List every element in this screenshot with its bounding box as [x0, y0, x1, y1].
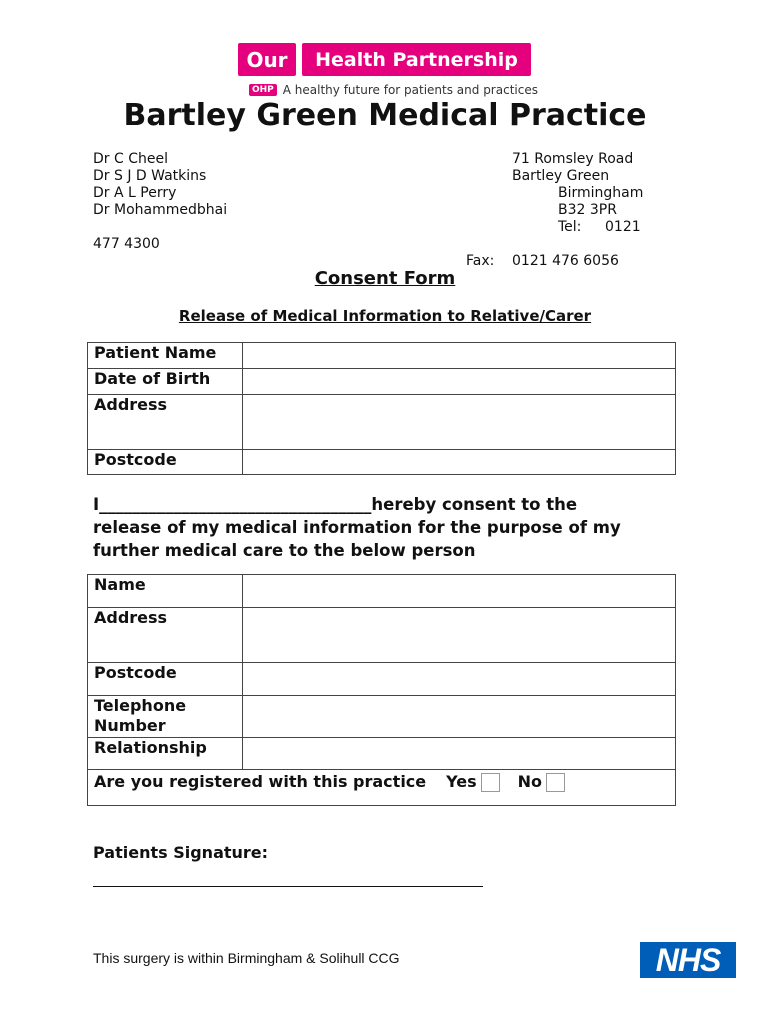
nhs-logo: NHS [640, 942, 736, 978]
release-title: Release of Medical Information to Relative/Carer [178, 307, 592, 325]
table-row [88, 395, 676, 450]
yes-checkbox[interactable] [481, 773, 500, 792]
person-postcode-label: Postcode [88, 663, 243, 696]
consent-line2: release of my medical information for the purpose of my [93, 518, 621, 537]
tel-label: Tel: [558, 219, 582, 235]
doctor-3: Dr A L Perry [93, 185, 177, 201]
consent-prefix: I [93, 495, 100, 514]
address-line1: 71 Romsley Road [512, 151, 634, 167]
patient-address-label: Address [88, 395, 243, 450]
table-row [88, 575, 676, 608]
ohp-badge: OHP [249, 84, 277, 96]
practice-title: Bartley Green Medical Practice [123, 98, 647, 133]
address-postcode: B32 3PR [558, 202, 617, 218]
registered-question-cell [88, 770, 676, 806]
consent-statement [93, 493, 693, 562]
table-row [88, 450, 676, 475]
doctor-2: Dr S J D Watkins [93, 168, 207, 184]
logo-our: Our [238, 43, 296, 76]
footer-text: This surgery is within Birmingham & Solihull CCG [93, 950, 400, 966]
table-row [88, 770, 676, 806]
person-name-field[interactable] [243, 575, 676, 608]
relationship-label: Relationship [88, 738, 243, 770]
fax-label: Fax: [466, 253, 495, 269]
table-row [88, 696, 676, 738]
no-label: No [517, 772, 543, 791]
person-postcode-field[interactable] [243, 663, 676, 696]
patient-postcode-label: Postcode [88, 450, 243, 475]
logo-tagline: A healthy future for patients and practices [282, 83, 538, 97]
registered-question: Are you registered with this practice [94, 772, 427, 791]
consent-form-title: Consent Form [314, 268, 456, 289]
person-address-label: Address [88, 608, 243, 663]
address-line3: Birmingham [558, 185, 644, 201]
patient-details-table [87, 342, 676, 475]
table-row [88, 738, 676, 770]
patient-name-label: Patient Name [88, 343, 243, 369]
table-row [88, 608, 676, 663]
table-row [88, 343, 676, 369]
signature-line[interactable] [93, 886, 483, 887]
tel-part1: 0121 [605, 219, 641, 235]
yes-label: Yes [446, 772, 477, 791]
consent-line1-rest: hereby consent to the [371, 495, 578, 514]
person-details-table [87, 574, 676, 806]
doctor-1: Dr C Cheel [93, 151, 168, 167]
table-row [88, 663, 676, 696]
signature-label: Patients Signature: [93, 843, 269, 862]
person-address-field[interactable] [243, 608, 676, 663]
logo-health-partnership: Health Partnership [302, 43, 531, 76]
logo-tagline-row [249, 82, 538, 98]
fax-number: 0121 476 6056 [512, 253, 619, 269]
dob-label: Date of Birth [88, 369, 243, 395]
relationship-field[interactable] [243, 738, 676, 770]
dob-field[interactable] [243, 369, 676, 395]
person-name-label: Name [88, 575, 243, 608]
telephone-field[interactable] [243, 696, 676, 738]
table-row [88, 369, 676, 395]
patient-name-field[interactable] [243, 343, 676, 369]
no-checkbox[interactable] [546, 773, 565, 792]
consent-name-blank[interactable]: _________________________________ [99, 495, 372, 514]
consent-line3: further medical care to the below person [93, 541, 476, 560]
patient-postcode-field[interactable] [243, 450, 676, 475]
patient-address-field[interactable] [243, 395, 676, 450]
doctor-4: Dr Mohammedbhai [93, 202, 228, 218]
address-line2: Bartley Green [512, 168, 610, 184]
telephone-label: Telephone Number [88, 696, 243, 738]
tel-part2: 477 4300 [93, 236, 160, 252]
